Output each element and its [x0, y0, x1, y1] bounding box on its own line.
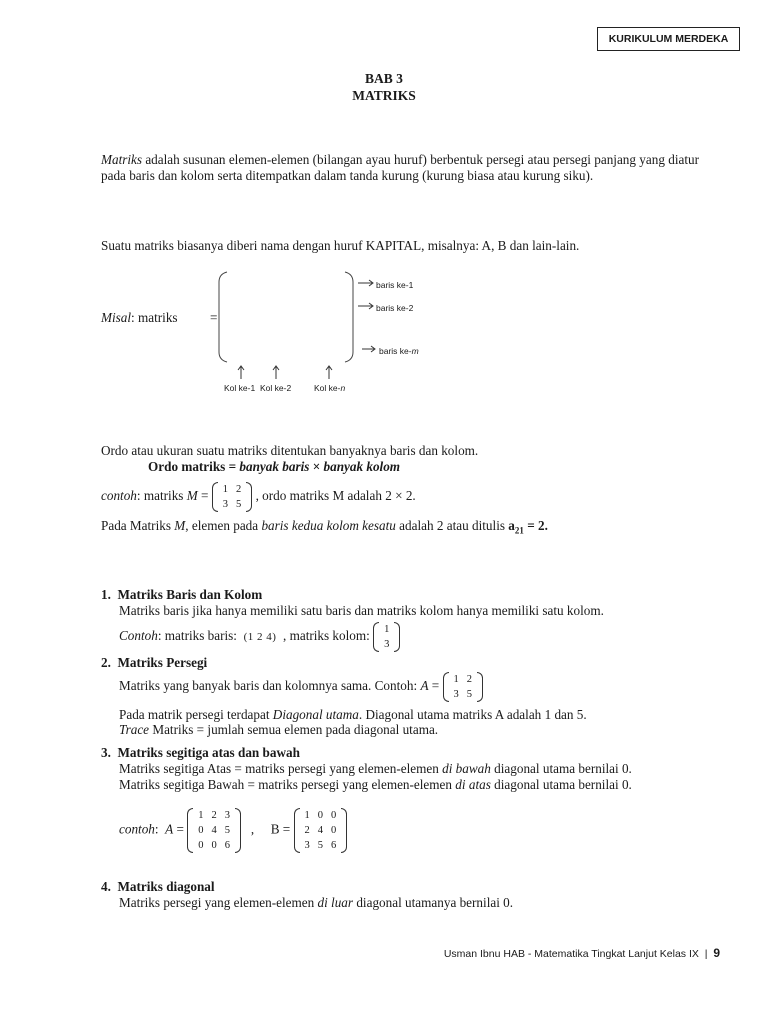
col-label-2: Kol ke-2 — [260, 383, 292, 393]
matrix-row — [219, 497, 246, 512]
row-vector: (1 2 4) — [243, 631, 277, 644]
upper-triangular-matrix — [187, 808, 241, 853]
matrix-cell: 3 — [384, 639, 390, 650]
left-bracket — [219, 272, 227, 362]
section-1-example-row-text: : matriks baris: — [157, 628, 237, 644]
matrix-cell: 1 — [453, 674, 459, 685]
matrix-cell: 3 — [453, 689, 459, 700]
matrix-row — [194, 823, 234, 838]
section-3-title: Matriks segitiga atas dan bawah — [117, 745, 300, 760]
matrix-cell: 5 — [236, 499, 242, 510]
element-value: = 2. — [523, 518, 548, 533]
col-label-n-text: Kol ke- — [314, 383, 341, 393]
section-2-title: Matriks Persegi — [117, 655, 208, 670]
matrix-row — [301, 823, 341, 838]
definition-text: adalah susunan elemen-elemen (bilangan ayau huruf) berbentuk persegi atau persegi panjang yang diatur pada baris dan kolom serta ditempatkan dalam tanda kurung (kurung biasa atau kurung siku). — [101, 152, 699, 183]
definition-paragraph — [101, 152, 721, 183]
example-eq: = — [197, 488, 209, 504]
row-label-m-text: baris ke- — [379, 346, 412, 356]
matrix-cell: 0 — [331, 810, 337, 821]
matrix-cell: 0 — [211, 840, 217, 851]
page-number: 9 — [713, 946, 720, 960]
term-matriks: Matriks — [101, 152, 143, 167]
chapter-title: MATRIKS — [352, 88, 416, 103]
misal-label: Misal — [101, 310, 132, 325]
section-3-example — [119, 808, 347, 853]
section-4-heading — [101, 879, 721, 895]
section-2-eq: = — [428, 678, 440, 694]
matrix-cell: 1 — [198, 810, 204, 821]
matrix-row — [380, 637, 393, 652]
section-3-example-label: contoh — [119, 821, 155, 837]
ordo-formula — [148, 459, 400, 475]
row-label-2: baris ke-2 — [376, 303, 414, 313]
lower-triangular-matrix — [294, 808, 348, 853]
element-var-m: M — [174, 518, 186, 533]
col-label-n — [314, 381, 345, 397]
example-label: contoh — [101, 488, 137, 504]
diagonal-paragraph — [119, 707, 719, 723]
matrix-cell: 6 — [224, 840, 231, 851]
matrix-row — [380, 622, 393, 637]
section-1-example — [119, 622, 400, 652]
section-1-title: Matriks Baris dan Kolom — [117, 587, 263, 602]
section-1-example-label: Contoh — [119, 628, 158, 644]
diagonal-text-a: Pada matrik persegi terdapat — [119, 707, 273, 722]
section-4-number: 4. — [101, 879, 111, 894]
matrix-row — [194, 808, 234, 823]
row-label-m — [379, 344, 419, 360]
matrix-cell: 0 — [198, 825, 204, 836]
element-text-c: , elemen pada — [185, 518, 262, 533]
section-3-heading — [101, 745, 721, 761]
matrix-cell: 4 — [211, 825, 217, 836]
matrix-cell: 3 — [222, 499, 229, 510]
matrix-row — [450, 672, 477, 687]
section-4-desc — [119, 895, 719, 911]
section-3-var-b: B = — [270, 821, 291, 837]
chapter-number: BAB 3 — [365, 71, 403, 86]
right-bracket — [345, 272, 353, 362]
lower-triangular-def — [119, 777, 719, 793]
matrix-cell: 3 — [224, 810, 231, 821]
section-2-desc-text: Matriks yang banyak baris dan kolomnya sama. Contoh: — [119, 678, 421, 694]
section-2-desc — [119, 672, 483, 702]
row-label-1: baris ke-1 — [376, 280, 414, 290]
column-vector — [373, 622, 400, 652]
section-3-var-a: A — [165, 821, 174, 837]
matrix-cell: 5 — [466, 689, 473, 700]
col-label-n-var: n — [340, 383, 346, 393]
section-3-eq: = — [173, 821, 184, 837]
upper-text-b: di bawah — [442, 761, 491, 776]
element-paragraph — [101, 518, 721, 539]
matrix-cell: 5 — [224, 825, 231, 836]
example-var: M — [186, 488, 198, 504]
footer-separator: | — [704, 948, 708, 960]
row-label-m-var: m — [411, 346, 419, 356]
ordo-formula-c: × — [309, 459, 324, 474]
ordo-formula-d: banyak kolom — [323, 459, 401, 474]
example-tail: , ordo matriks M adalah 2 × 2. — [255, 488, 416, 504]
section-1-desc: Matriks baris jika hanya memiliki satu baris dan matriks kolom hanya memiliki satu kolom. — [119, 603, 604, 618]
matrix-cell: 4 — [317, 825, 324, 836]
element-position: baris kedua kolom kesatu — [261, 518, 396, 533]
section-3-example-colon: : — [154, 821, 162, 837]
matrix-cell: 0 — [331, 825, 337, 836]
footer-text: Usman Ibnu HAB - Matematika Tingkat Lanjut Kelas IX — [443, 948, 699, 960]
upper-text-a: Matriks segitiga Atas = matriks persegi yang elemen-elemen — [119, 761, 443, 776]
section-3-number: 3. — [101, 745, 111, 760]
matrix-separator: , — [250, 821, 255, 837]
ordo-formula-b: banyak baris — [239, 459, 310, 474]
upper-text-c: diagonal utama bernilai 0. — [490, 761, 632, 776]
matrix-row — [219, 482, 246, 497]
section-1-number: 1. — [101, 587, 111, 602]
matrix-cell: 2 — [304, 825, 310, 836]
section-1-example-col-text: , matriks kolom: — [282, 628, 370, 644]
section-4-desc-b: di luar — [317, 895, 354, 910]
matrix-row — [450, 687, 477, 702]
section-2-heading — [101, 655, 721, 671]
matrix-cell: 1 — [222, 484, 229, 495]
diagonal-term: Diagonal utama — [272, 707, 359, 722]
matrix-row — [301, 838, 341, 853]
trace-term: Trace — [119, 722, 150, 737]
lower-text-b: di atas — [455, 777, 491, 792]
matrix-cell: 6 — [331, 840, 337, 851]
diagram-caption — [101, 310, 178, 326]
matrix-cell: 5 — [317, 840, 324, 851]
section-2-var: A — [420, 678, 429, 694]
section-4-desc-a: Matriks persegi yang elemen-elemen — [119, 895, 318, 910]
section-2-number: 2. — [101, 655, 111, 670]
element-subscript: 21 — [514, 525, 524, 536]
matrix-cell: 1 — [304, 810, 310, 821]
diagram-equals: = — [210, 310, 218, 325]
lower-text-c: diagonal utama bernilai 0. — [490, 777, 632, 792]
matrix-row — [301, 808, 341, 823]
ordo-example — [101, 482, 416, 512]
matrix-cell: 2 — [466, 674, 473, 685]
matrix-cell: 2 — [236, 484, 242, 495]
matrix-cell: 3 — [304, 840, 310, 851]
element-symbol: a — [508, 518, 515, 533]
curriculum-badge: KURIKULUM MERDEKA — [597, 27, 740, 51]
page-footer — [420, 946, 720, 963]
element-text-e: adalah 2 atau ditulis — [395, 518, 509, 533]
naming-paragraph: Suatu matriks biasanya diberi nama dengan huruf KAPITAL, misalnya: A, B dan lain-lain. — [101, 238, 580, 253]
matrix-cell: 0 — [317, 810, 324, 821]
square-matrix-a — [443, 672, 484, 702]
lower-text-a: Matriks segitiga Bawah = matriks persegi yang elemen-elemen — [119, 777, 456, 792]
matrix-cell: 1 — [384, 624, 390, 635]
section-4-title: Matriks diagonal — [117, 879, 215, 894]
diagonal-text-c: . Diagonal utama matriks A adalah 1 dan 5. — [358, 707, 587, 722]
section-1-heading — [101, 587, 721, 603]
ordo-formula-a: Ordo matriks = — [148, 459, 240, 474]
ordo-paragraph: Ordo atau ukuran suatu matriks ditentukan banyaknya baris dan kolom. — [101, 443, 479, 458]
trace-paragraph — [119, 722, 719, 738]
misal-rest: : matriks — [131, 310, 178, 325]
matrix-cell: 2 — [211, 810, 217, 821]
matrix-m — [212, 482, 253, 512]
element-text-a: Pada Matriks — [101, 518, 175, 533]
trace-text: Matriks = jumlah semua elemen pada diagonal utama. — [149, 722, 439, 737]
matrix-cell: 0 — [198, 840, 204, 851]
col-label-1: Kol ke-1 — [224, 383, 256, 393]
example-mid: : matriks — [136, 488, 187, 504]
section-4-desc-c: diagonal utamanya bernilai 0. — [353, 895, 514, 910]
upper-triangular-def — [119, 761, 719, 777]
matrix-row — [194, 838, 234, 853]
